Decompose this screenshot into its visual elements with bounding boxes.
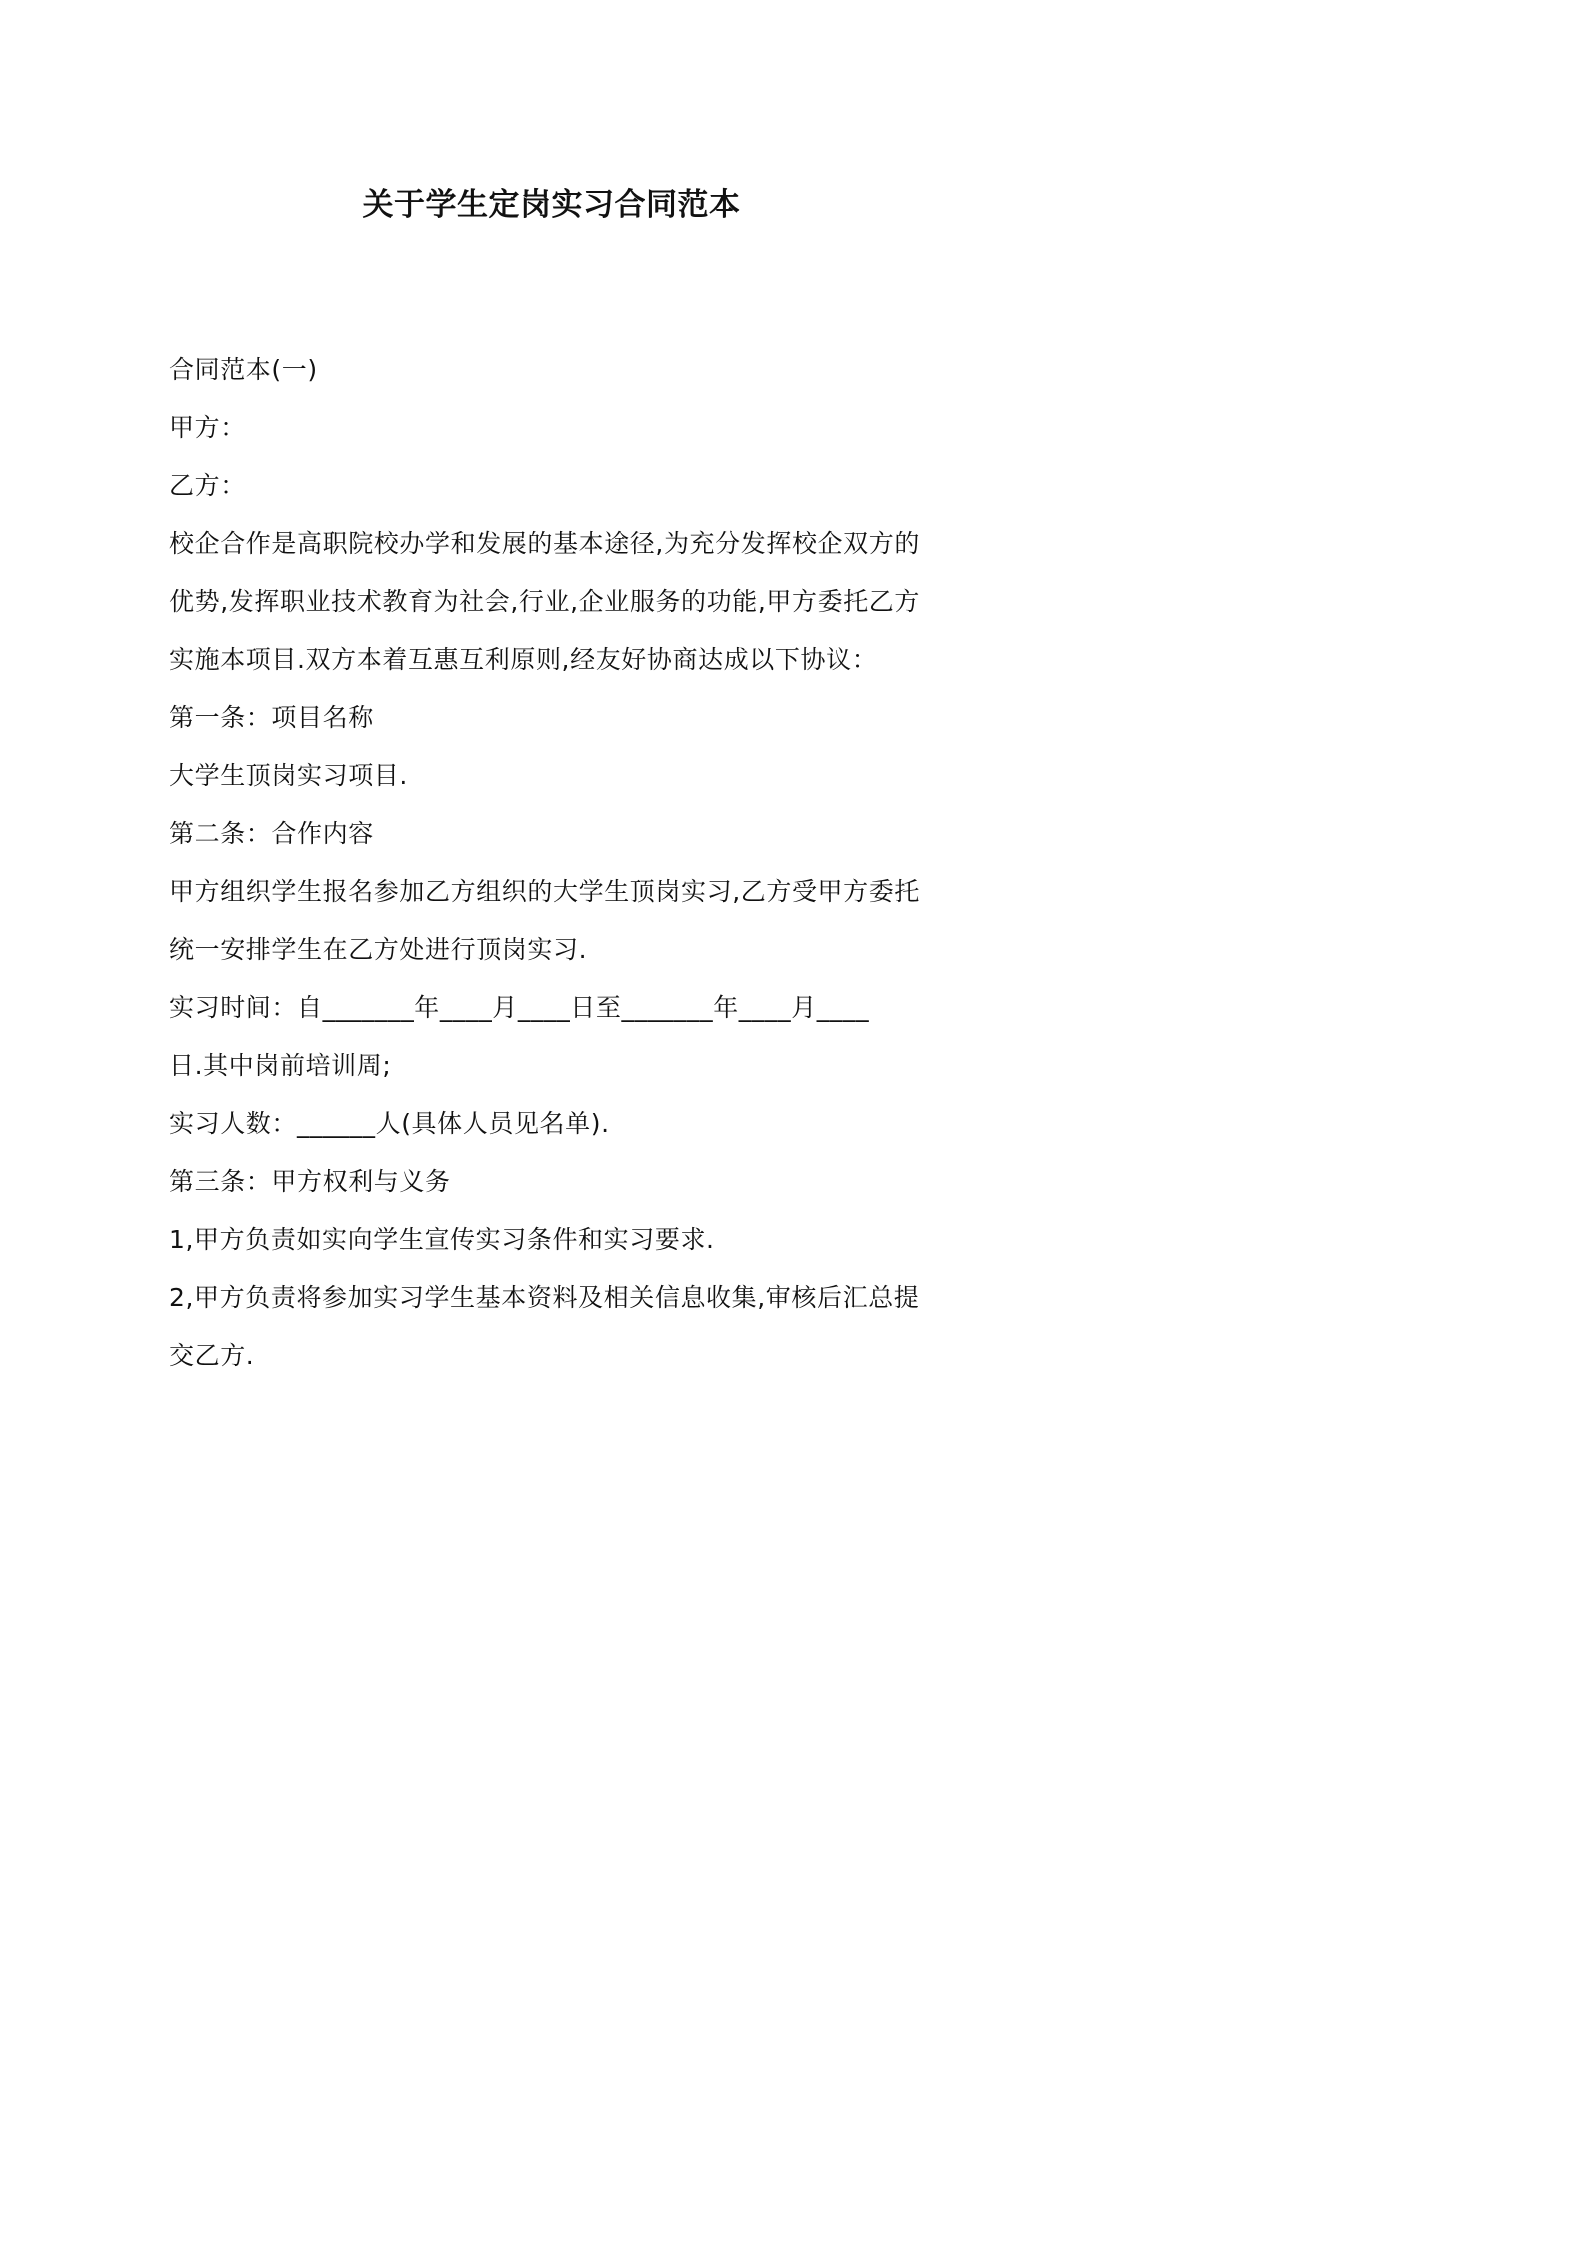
internship-period-line-1: 实习时间：自_______年____月____日至_______年____月____ [169,993,870,1022]
article-three-item-2-line-2: 交乙方. [169,1341,255,1370]
intro-paragraph-line-2: 优势,发挥职业技术教育为社会,行业,企业服务的功能,甲方委托乙方 [169,587,920,616]
document-page [0,0,1103,1561]
section-heading-contract-one: 合同范本(一) [169,355,318,384]
article-one-text: 大学生顶岗实习项目. [169,761,408,790]
intro-paragraph-line-3: 实施本项目.双方本着互惠互利原则,经友好协商达成以下协议： [169,645,878,674]
document-body [169,341,944,1385]
article-two-text-line-1: 甲方组织学生报名参加乙方组织的大学生顶岗实习,乙方受甲方委托 [169,877,920,906]
internship-period-line-2: 日.其中岗前培训周; [169,1051,392,1080]
intro-paragraph-line-1: 校企合作是高职院校办学和发展的基本途径,为充分发挥校企双方的 [169,529,920,558]
article-two-heading: 第二条：合作内容 [169,819,374,848]
party-a-label: 甲方： [169,413,246,442]
article-three-item-2-line-1: 2,甲方负责将参加实习学生基本资料及相关信息收集,审核后汇总提 [169,1283,920,1312]
document-title: 关于学生定岗实习合同范本 [362,187,741,223]
party-b-label: 乙方： [169,471,246,500]
internship-headcount: 实习人数：______人(具体人员见名单). [169,1109,610,1138]
article-two-text-line-2: 统一安排学生在乙方处进行顶岗实习. [169,935,588,964]
article-one-heading: 第一条：项目名称 [169,703,374,732]
article-three-item-1: 1,甲方负责如实向学生宣传实习条件和实习要求. [169,1225,715,1254]
article-three-heading: 第三条：甲方权利与义务 [169,1167,451,1196]
